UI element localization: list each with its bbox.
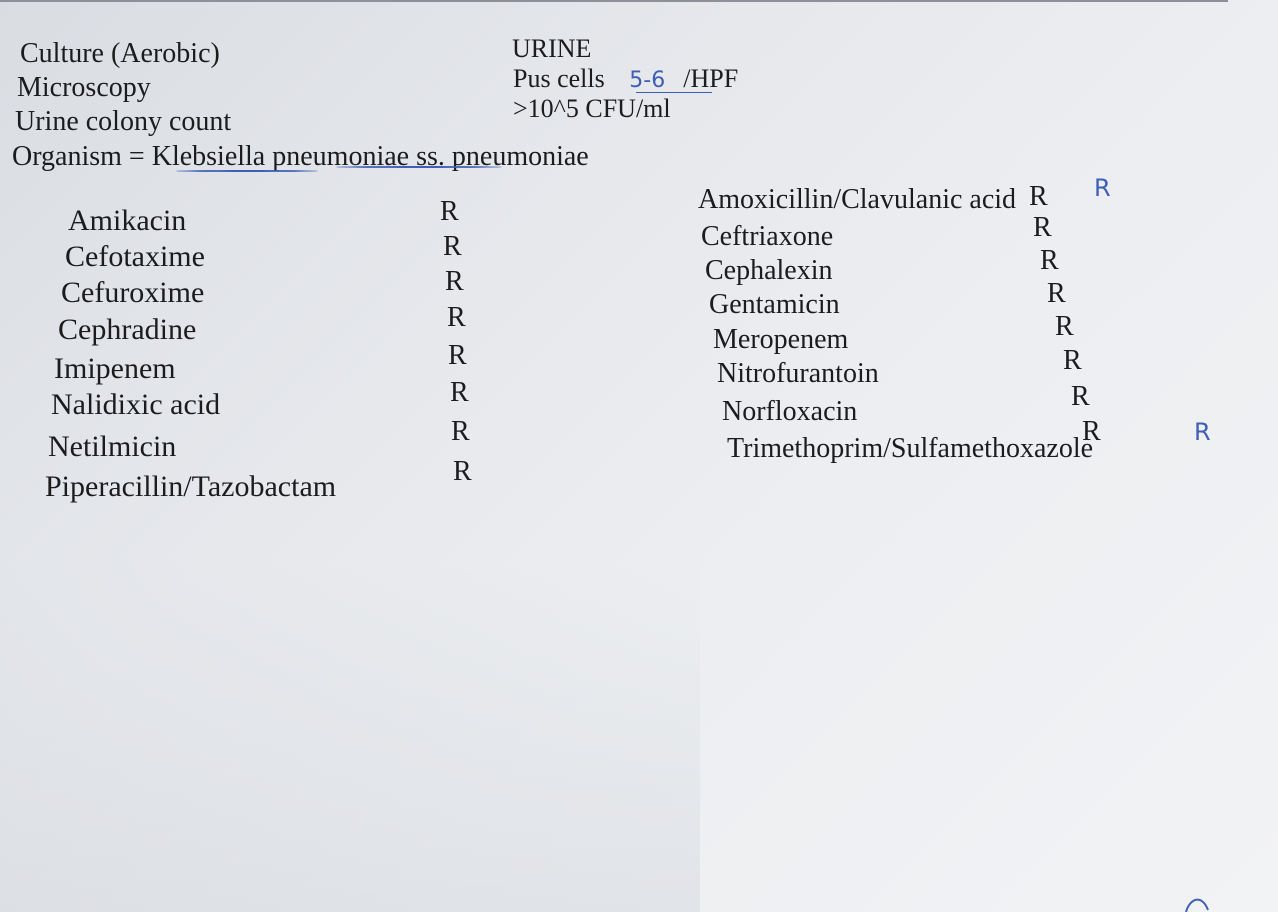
antibiotic-name: Cefotaxime [65,240,205,273]
antibiotic-name: Cephalexin [705,255,833,286]
microscopy-label: Microscopy [17,72,151,103]
susceptibility-result: R [448,340,467,371]
organism-subspecies: ss. pneumoniae [416,141,589,172]
colony-count-value: >10^5 CFU/ml [513,94,671,123]
antibiotic-name: Cephradine [58,313,197,346]
organism-line [12,141,589,173]
antibiotic-name: Trimethoprim/Sulfamethoxazole [727,433,1094,464]
susceptibility-result: R [1047,278,1066,309]
handwritten-mark: R [1194,418,1211,446]
antibiotic-name: Cefuroxime [61,276,205,309]
susceptibility-result: R [1082,416,1101,447]
specimen-value: URINE [512,34,592,63]
paper-shadow [0,560,700,912]
species-underline [336,166,502,168]
susceptibility-result: R [1055,311,1074,342]
susceptibility-result: R [1071,381,1090,412]
susceptibility-result: R [1033,212,1052,243]
pus-cells-line [513,64,738,94]
susceptibility-result: R [445,266,464,297]
antibiotic-name: Amoxicillin/Clavulanic acid [698,184,1017,215]
susceptibility-result: R [1063,345,1082,376]
antibiotic-name: Gentamicin [709,289,840,320]
susceptibility-result: R [450,377,469,408]
pus-cells-underline [636,92,712,93]
susceptibility-result: R [443,231,462,262]
genus-underline [176,170,318,172]
susceptibility-result: R [1029,181,1048,212]
susceptibility-result: R [447,302,466,333]
antibiotic-name: Ceftriaxone [701,221,834,252]
antibiotic-name: Norfloxacin [722,396,858,427]
antibiotic-name: Netilmicin [48,430,177,463]
antibiotic-name: Nalidixic acid [51,388,221,421]
organism-label: Organism = [12,141,152,172]
culture-label: Culture (Aerobic) [20,38,220,69]
organism-species: pneumoniae [272,141,410,172]
susceptibility-result: R [451,416,470,447]
antibiotic-name: Nitrofurantoin [717,358,879,389]
pus-cells-unit: /HPF [683,64,739,93]
pus-cells-handwritten-value: 5-6 [629,68,666,93]
antibiotic-name: Piperacillin/Tazobactam [45,470,337,503]
pen-stroke-mark [1180,890,1220,912]
susceptibility-result: R [453,456,472,487]
antibiotic-name: Amikacin [68,204,187,237]
susceptibility-result: R [440,196,459,227]
paper-edge-line [0,0,1228,2]
colony-count-label: Urine colony count [15,106,232,137]
susceptibility-result: R [1040,245,1059,276]
antibiotic-name: Imipenem [54,352,176,385]
pus-cells-label: Pus cells [513,64,605,93]
antibiotic-name: Meropenem [713,324,849,355]
handwritten-mark: R [1094,174,1111,202]
organism-genus: Klebsiella [151,141,266,172]
